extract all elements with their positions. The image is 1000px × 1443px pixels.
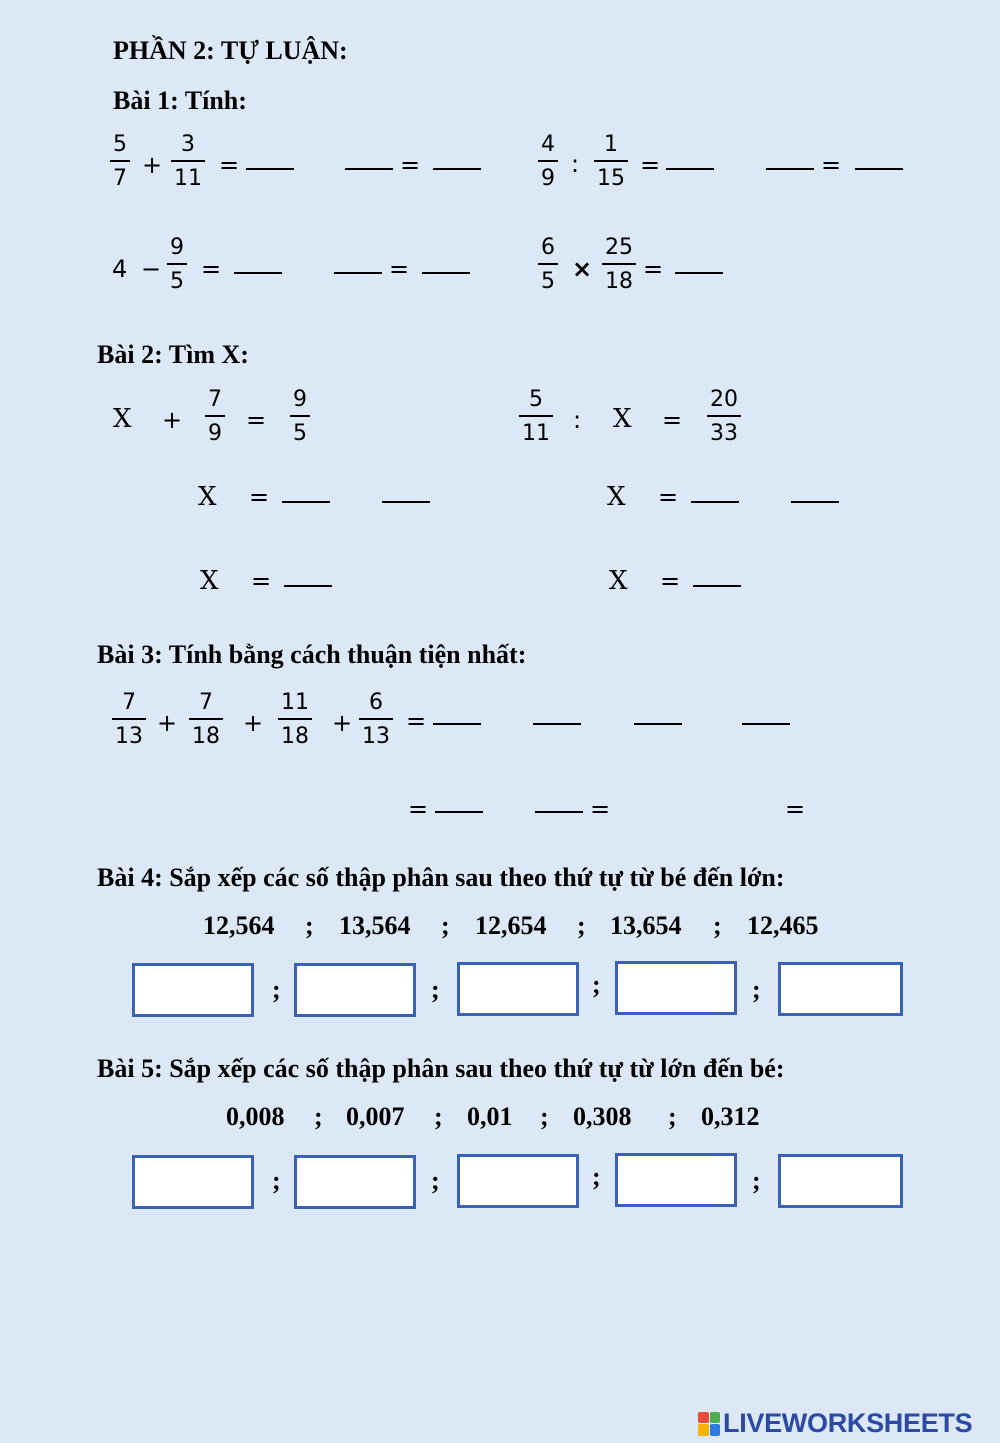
answer-blank[interactable]	[855, 142, 903, 170]
answer-blank[interactable]	[535, 785, 583, 813]
variable-x: X	[198, 482, 217, 512]
operator-plus: +	[162, 406, 183, 434]
equals-sign: =	[219, 151, 240, 179]
operator-plus: +	[142, 151, 163, 179]
answer-box[interactable]	[294, 963, 416, 1017]
numerator: 6	[541, 235, 555, 260]
operator-plus: +	[243, 709, 264, 737]
fraction	[538, 237, 558, 293]
denominator: 5	[293, 421, 307, 446]
separator: ;	[434, 1102, 443, 1131]
answer-box[interactable]	[778, 1154, 903, 1208]
liveworksheets-logo[interactable]	[698, 1408, 972, 1439]
denominator: 11	[522, 421, 550, 446]
separator: ;	[314, 1102, 323, 1131]
answer-box[interactable]	[457, 1154, 579, 1208]
equals-sign: =	[660, 567, 681, 595]
answer-box[interactable]	[615, 1153, 737, 1207]
numerator: 25	[605, 235, 633, 260]
denominator: 15	[597, 166, 625, 191]
answer-blank[interactable]	[246, 142, 294, 170]
answer-box[interactable]	[457, 962, 579, 1016]
separator: ;	[431, 975, 440, 1004]
denominator: 11	[174, 166, 202, 191]
liveworksheets-logo-text: LIVEWORKSHEETS	[723, 1408, 973, 1438]
separator: ;	[431, 1166, 440, 1195]
number-2: 0,01	[467, 1102, 513, 1131]
answer-blank[interactable]	[234, 246, 282, 274]
denominator: 9	[208, 421, 222, 446]
numerator: 7	[208, 387, 222, 412]
fraction	[189, 692, 223, 748]
answer-blank[interactable]	[422, 246, 470, 274]
denominator: 13	[115, 724, 143, 749]
separator: ;	[272, 975, 281, 1004]
denominator: 5	[541, 269, 555, 294]
fraction	[519, 389, 553, 445]
equals-sign: =	[662, 406, 683, 434]
numerator: 9	[293, 387, 307, 412]
liveworksheets-logo-icon	[698, 1412, 720, 1436]
variable-x: X	[609, 566, 628, 596]
numerator: 5	[529, 387, 543, 412]
separator: ;	[441, 911, 450, 940]
answer-blank[interactable]	[282, 475, 330, 503]
number-2: 12,654	[475, 911, 547, 940]
number-4: 0,312	[701, 1102, 760, 1131]
logo-square	[698, 1424, 709, 1436]
equals-sign: =	[251, 567, 272, 595]
answer-box[interactable]	[294, 1155, 416, 1209]
equals-sign: =	[640, 151, 661, 179]
variable-x: X	[607, 482, 626, 512]
answer-blank[interactable]	[742, 697, 790, 725]
numerator: 7	[199, 690, 213, 715]
separator: ;	[305, 911, 314, 940]
answer-blank[interactable]	[345, 142, 393, 170]
separator: ;	[272, 1166, 281, 1195]
operator-plus: +	[157, 709, 178, 737]
logo-square	[710, 1424, 721, 1436]
equals-sign: =	[389, 255, 410, 283]
number-3: 0,308	[573, 1102, 632, 1131]
answer-box[interactable]	[615, 961, 737, 1015]
operator-divide: :	[571, 150, 580, 178]
fraction	[171, 134, 205, 190]
operator-multiply: ×	[572, 255, 593, 283]
fraction	[290, 389, 310, 445]
logo-square	[698, 1412, 709, 1424]
answer-box[interactable]	[132, 1155, 254, 1209]
answer-blank[interactable]	[435, 785, 483, 813]
separator: ;	[752, 975, 761, 1004]
answer-blank[interactable]	[791, 475, 839, 503]
answer-box[interactable]	[132, 963, 254, 1017]
answer-blank[interactable]	[666, 142, 714, 170]
denominator: 5	[170, 269, 184, 294]
denominator: 7	[113, 166, 127, 191]
fraction	[707, 389, 741, 445]
separator: ;	[592, 970, 601, 999]
variable-x: X	[613, 404, 632, 434]
answer-blank[interactable]	[433, 697, 481, 725]
fraction	[538, 134, 558, 190]
equals-sign: =	[201, 255, 222, 283]
numerator: 7	[122, 690, 136, 715]
answer-blank[interactable]	[675, 246, 723, 274]
answer-blank[interactable]	[533, 697, 581, 725]
fraction	[278, 692, 312, 748]
answer-blank[interactable]	[634, 697, 682, 725]
denominator: 18	[192, 724, 220, 749]
separator: ;	[752, 1166, 761, 1195]
operator-minus: −	[141, 255, 162, 283]
bai4-title: Bài 4: Sắp xếp các số thập phân sau theo thứ tự từ bé đến lớn:	[97, 863, 785, 892]
equals-sign: =	[821, 151, 842, 179]
separator: ;	[668, 1102, 677, 1131]
denominator: 13	[362, 724, 390, 749]
bai2-title: Bài 2: Tìm X:	[97, 340, 249, 369]
fraction	[594, 134, 628, 190]
equals-sign: =	[408, 795, 429, 823]
operator-plus: +	[332, 709, 353, 737]
equals-sign: =	[246, 406, 267, 434]
separator: ;	[713, 911, 722, 940]
answer-blank[interactable]	[691, 475, 739, 503]
equals-sign: =	[249, 483, 270, 511]
numerator: 4	[541, 132, 555, 157]
separator: ;	[540, 1102, 549, 1131]
equals-sign: =	[590, 795, 611, 823]
fraction	[359, 692, 393, 748]
numerator: 5	[113, 132, 127, 157]
number-1: 13,564	[339, 911, 411, 940]
equals-sign: =	[406, 707, 427, 735]
bai3-title: Bài 3: Tính bằng cách thuận tiện nhất:	[97, 640, 527, 669]
numerator: 11	[281, 690, 309, 715]
numerator: 20	[710, 387, 738, 412]
numerator: 9	[170, 235, 184, 260]
fraction	[110, 134, 130, 190]
separator: ;	[592, 1162, 601, 1191]
fraction	[112, 692, 146, 748]
equals-sign: =	[658, 483, 679, 511]
number-4: 12,465	[747, 911, 819, 940]
operator-divide: :	[573, 406, 582, 434]
fraction	[205, 389, 225, 445]
logo-square	[710, 1412, 721, 1424]
denominator: 18	[281, 724, 309, 749]
equals-sign: =	[400, 151, 421, 179]
numerator: 1	[604, 132, 618, 157]
variable-x: X	[113, 404, 132, 434]
number-3: 13,654	[610, 911, 682, 940]
answer-box[interactable]	[778, 962, 903, 1016]
fraction	[602, 237, 636, 293]
denominator: 9	[541, 166, 555, 191]
numerator: 6	[369, 690, 383, 715]
answer-blank[interactable]	[433, 142, 481, 170]
variable-x: X	[200, 566, 219, 596]
separator: ;	[577, 911, 586, 940]
answer-blank[interactable]	[693, 559, 741, 587]
bai5-title: Bài 5: Sắp xếp các số thập phân sau theo thứ tự từ lớn đến bé:	[97, 1054, 785, 1083]
answer-blank[interactable]	[382, 475, 430, 503]
equals-sign: =	[785, 795, 806, 823]
section-heading: PHẦN 2: TỰ LUẬN:	[113, 36, 348, 65]
number-0: 12,564	[203, 911, 275, 940]
number-0: 0,008	[226, 1102, 285, 1131]
numerator: 3	[181, 132, 195, 157]
denominator: 18	[605, 269, 633, 294]
bai1-title: Bài 1: Tính:	[113, 86, 247, 115]
denominator: 33	[710, 421, 738, 446]
equals-sign: =	[643, 255, 664, 283]
answer-blank[interactable]	[334, 246, 382, 274]
answer-blank[interactable]	[766, 142, 814, 170]
fraction	[167, 237, 187, 293]
answer-blank[interactable]	[284, 559, 332, 587]
whole-number: 4	[112, 255, 128, 283]
number-1: 0,007	[346, 1102, 405, 1131]
